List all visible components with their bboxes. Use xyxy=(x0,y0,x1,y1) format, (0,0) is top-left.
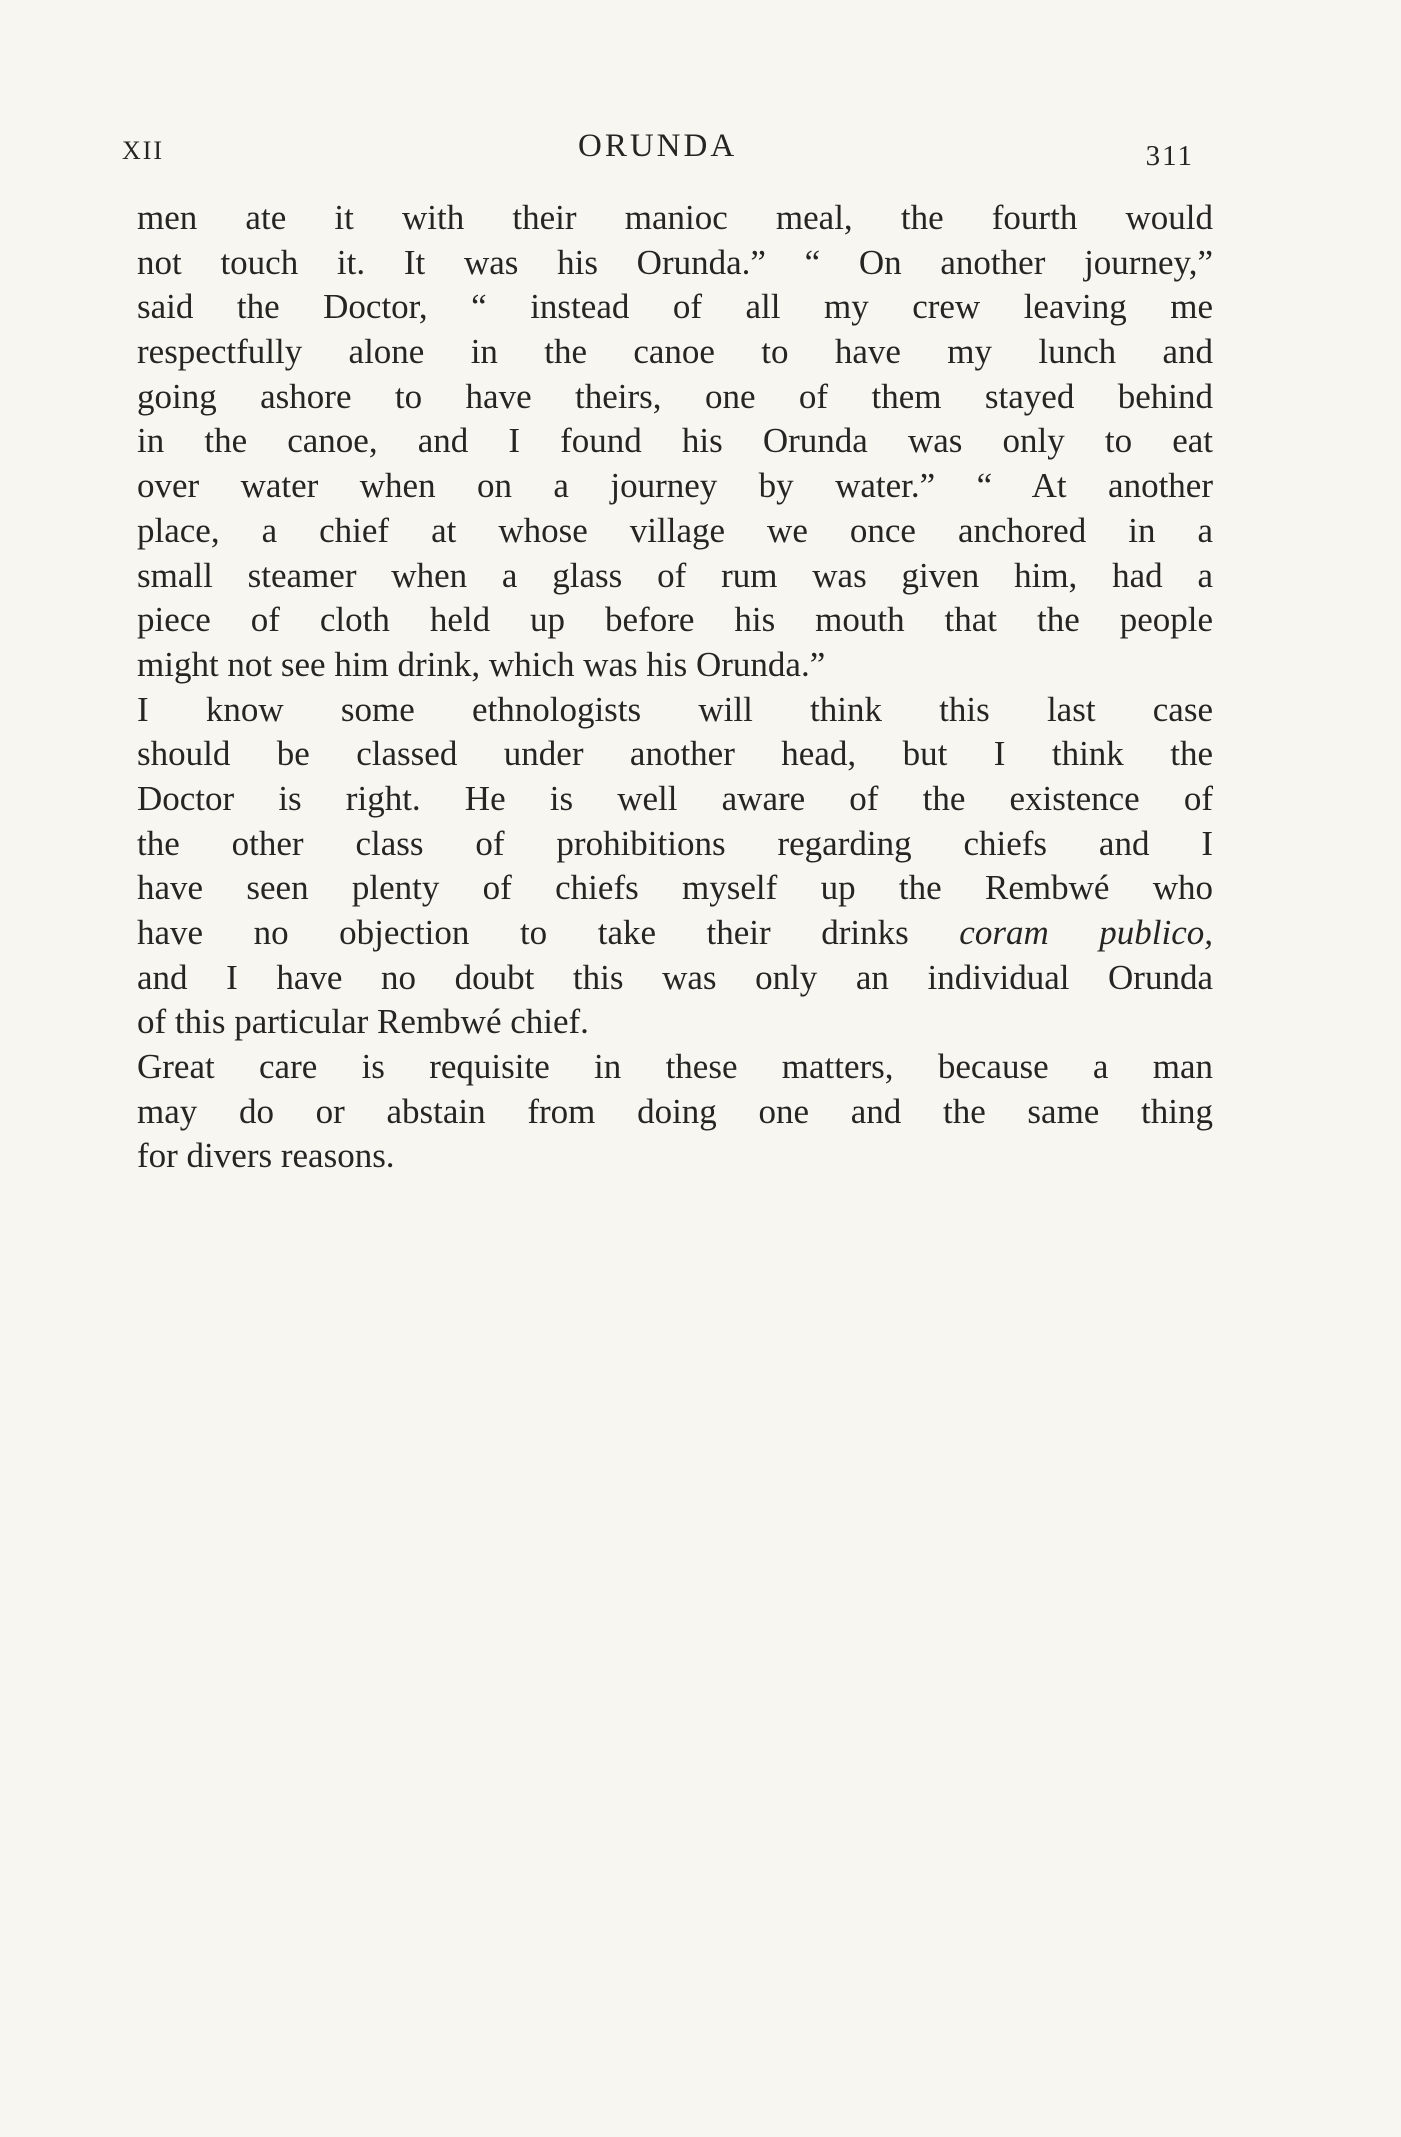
text-line: I know some ethnologists will think this last case xyxy=(137,689,1213,729)
text-line: the other class of prohibitions regarding chiefs and I xyxy=(137,823,1213,863)
text-line: said the Doctor, “ instead of all my crew leaving me xyxy=(137,287,1213,327)
text-line-with-italic xyxy=(137,911,1213,956)
page-number: 311 xyxy=(1145,140,1194,172)
text-line: have seen plenty of chiefs myself up the Rembwé who xyxy=(137,868,1213,908)
latin-phrase: coram publico, xyxy=(959,913,1213,952)
text-line: place, a chief at whose village we once anchored in a xyxy=(137,510,1213,550)
text-line: piece of cloth held up before his mouth that the people xyxy=(137,600,1213,640)
text-fragment: have no objection to take their drinks xyxy=(137,913,909,952)
text-line: and I have no doubt this was only an individual Orunda xyxy=(137,957,1213,997)
paragraph-1 xyxy=(137,196,1213,688)
text-line: Great care is requisite in these matters, because a man xyxy=(137,1047,1213,1087)
paragraph-3 xyxy=(137,1045,1213,1179)
text-line: small steamer when a glass of rum was given him, had a xyxy=(137,555,1213,595)
text-line: not touch it. It was his Orunda.” “ On another journey,” xyxy=(137,242,1213,282)
running-title: ORUNDA xyxy=(578,128,738,164)
text-line: might not see him drink, which was his Orunda.” xyxy=(137,644,826,684)
text-line: men ate it with their manioc meal, the fourth would xyxy=(137,198,1213,237)
text-line: for divers reasons. xyxy=(137,1136,395,1176)
running-head xyxy=(122,126,1212,176)
text-line: in the canoe, and I found his Orunda was only to eat xyxy=(137,421,1213,461)
text-line: may do or abstain from doing one and the same thing xyxy=(137,1091,1213,1131)
paragraph-2 xyxy=(137,688,1213,1046)
text-line: over water when on a journey by water.” “ At another xyxy=(137,466,1213,506)
text-line: going ashore to have theirs, one of them stayed behind xyxy=(137,376,1213,416)
text-line: respectfully alone in the canoe to have my lunch and xyxy=(137,332,1213,372)
chapter-number: XII xyxy=(122,136,165,165)
body-text xyxy=(137,196,1213,1179)
text-line: of this particular Rembwé chief. xyxy=(137,1002,589,1042)
text-line: Doctor is right. He is well aware of the existence of xyxy=(137,778,1213,818)
text-line: should be classed under another head, but I think the xyxy=(137,734,1213,774)
